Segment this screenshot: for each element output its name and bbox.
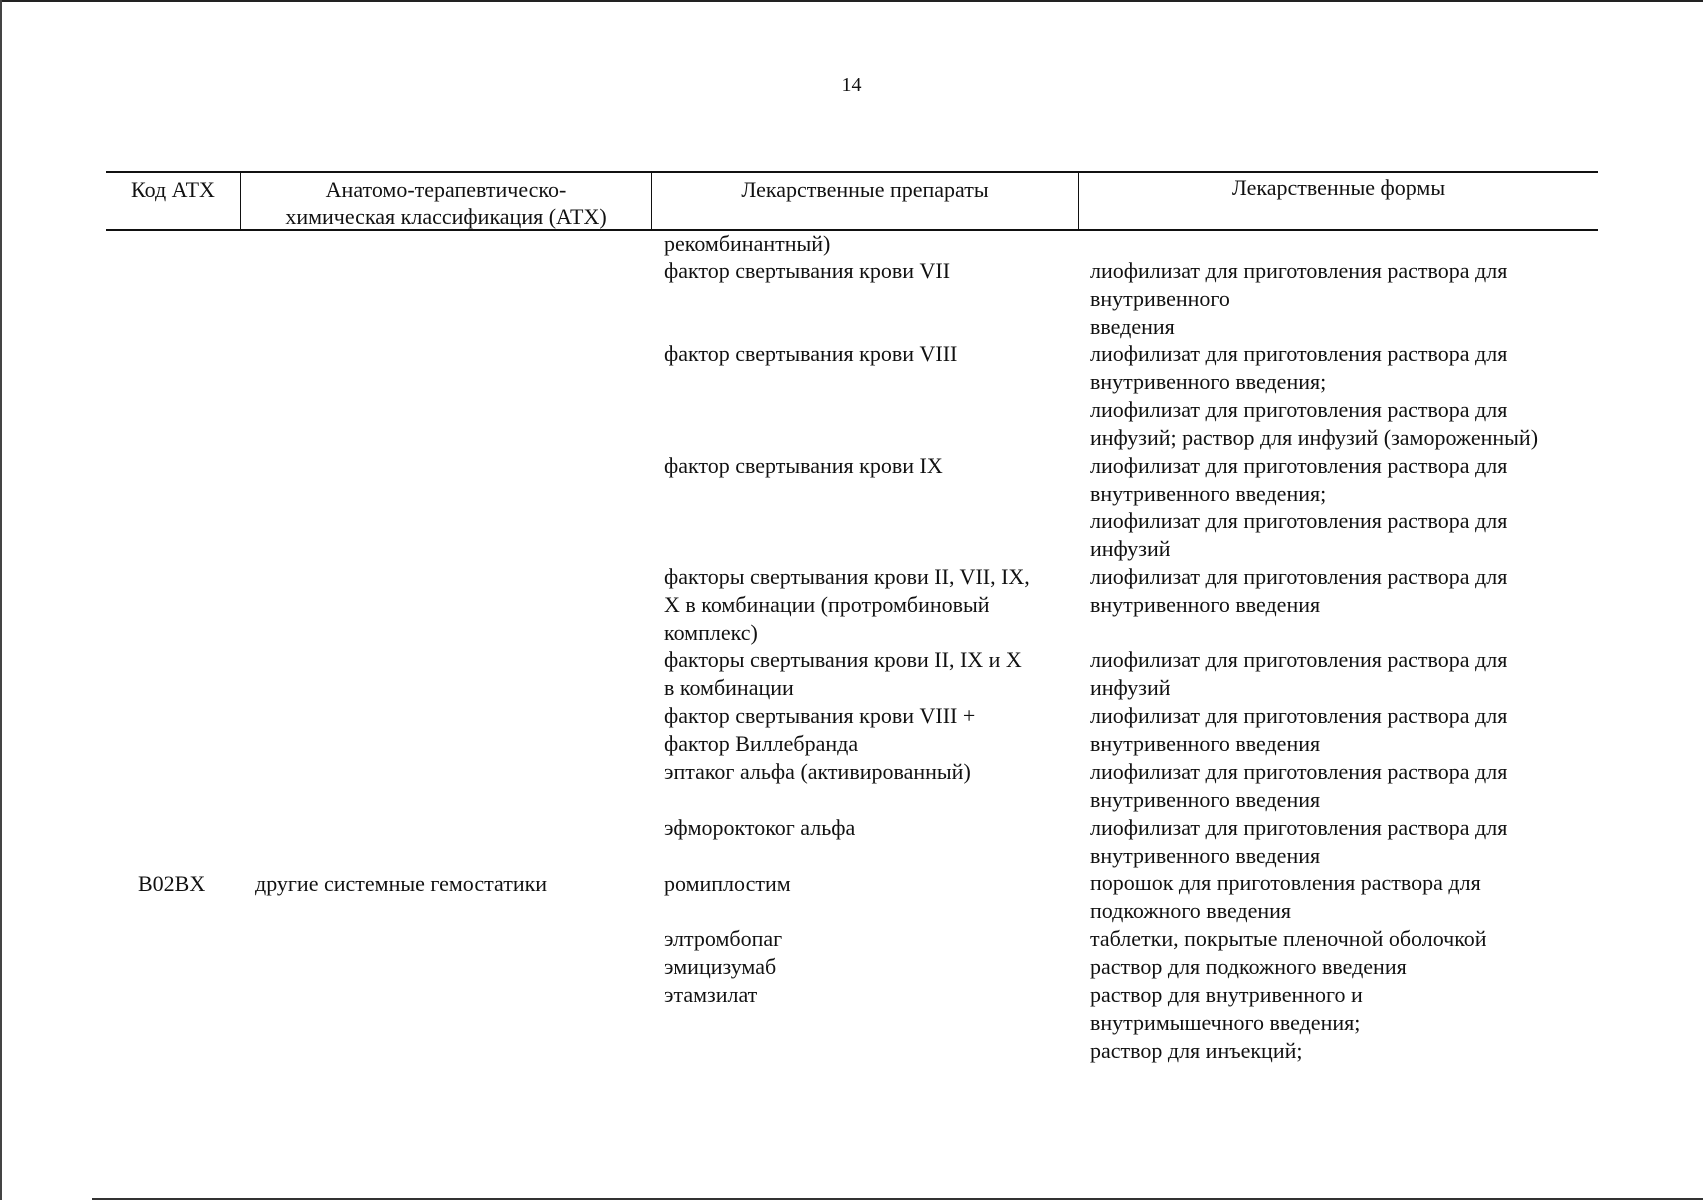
dosage-form: лиофилизат для приготовления раствора для <box>1090 703 1508 728</box>
dosage-form: внутривенного введения; <box>1090 481 1327 506</box>
header-forms: Лекарственные формы <box>1231 175 1446 200</box>
drug-name: факторы свертывания крови II, IX и X <box>664 647 1022 672</box>
drug-name: рекомбинантный) <box>664 231 831 256</box>
dosage-form: раствор для инъекций; <box>1090 1038 1303 1063</box>
dosage-form: внутривенного введения <box>1090 843 1321 868</box>
atc-classification: другие системные гемостатики <box>255 871 548 896</box>
drug-name: фактор Виллебранда <box>664 731 859 756</box>
dosage-form: инфузий <box>1090 536 1171 561</box>
drug-name: ромиплостим <box>664 871 791 896</box>
drug-name: фактор свертывания крови IX <box>664 453 943 478</box>
dosage-form: лиофилизат для приготовления раствора для <box>1090 815 1508 840</box>
dosage-form: введения <box>1090 314 1175 339</box>
scan-edge-left <box>0 0 2 1200</box>
dosage-form: внутримышечного введения; <box>1090 1010 1361 1035</box>
page-number: 14 <box>841 74 862 96</box>
drug-name: комплекс) <box>664 620 758 645</box>
dosage-form: раствор для внутривенного и <box>1090 982 1363 1007</box>
header-code: Код АТХ <box>131 177 215 202</box>
dosage-form: внутривенного введения; <box>1090 369 1327 394</box>
header-class-line1: Анатомо-терапевтическо- <box>325 177 567 202</box>
scan-edge-top <box>0 0 1703 2</box>
dosage-form: лиофилизат для приготовления раствора для <box>1090 508 1508 533</box>
dosage-form: лиофилизат для приготовления раствора для <box>1090 341 1508 366</box>
drug-name: факторы свертывания крови II, VII, IX, <box>664 564 1030 589</box>
dosage-form: внутривенного введения <box>1090 592 1321 617</box>
dosage-form: внутривенного <box>1090 286 1230 311</box>
dosage-form: лиофилизат для приготовления раствора для <box>1090 564 1508 589</box>
drug-name: фактор свертывания крови VIII + <box>664 703 976 728</box>
dosage-form: подкожного введения <box>1090 898 1292 923</box>
dosage-form: таблетки, покрытые пленочной оболочкой <box>1090 926 1487 951</box>
drug-name: эфмороктоког альфа <box>664 815 856 840</box>
drug-name: фактор свертывания крови VII <box>664 258 951 283</box>
atc-code: B02BX <box>138 871 206 896</box>
dosage-form: инфузий; раствор для инфузий (замороженный) <box>1090 425 1539 450</box>
dosage-form: внутривенного введения <box>1090 731 1321 756</box>
dosage-form: внутривенного введения <box>1090 787 1321 812</box>
dosage-form: лиофилизат для приготовления раствора для <box>1090 647 1508 672</box>
dosage-form: лиофилизат для приготовления раствора для <box>1090 258 1508 283</box>
drug-name: в комбинации <box>664 675 794 700</box>
dosage-form: инфузий <box>1090 675 1171 700</box>
header-class-line2: химическая классификация (АТХ) <box>285 204 607 229</box>
header-drugs: Лекарственные препараты <box>741 177 989 202</box>
drug-name: эмицизумаб <box>664 954 777 979</box>
drug-name: этамзилат <box>664 982 758 1007</box>
drug-name: эптаког альфа (активированный) <box>664 759 971 784</box>
dosage-form: раствор для подкожного введения <box>1090 954 1407 979</box>
drug-name: X в комбинации (протромбиновый <box>664 592 990 617</box>
dosage-form: порошок для приготовления раствора для <box>1090 870 1481 895</box>
dosage-form: лиофилизат для приготовления раствора для <box>1090 453 1508 478</box>
drug-name: элтромбопаг <box>664 926 783 951</box>
header-top-rule <box>106 171 1598 173</box>
dosage-form: лиофилизат для приготовления раствора для <box>1090 759 1508 784</box>
drug-name: фактор свертывания крови VIII <box>664 341 958 366</box>
dosage-form: лиофилизат для приготовления раствора для <box>1090 397 1508 422</box>
